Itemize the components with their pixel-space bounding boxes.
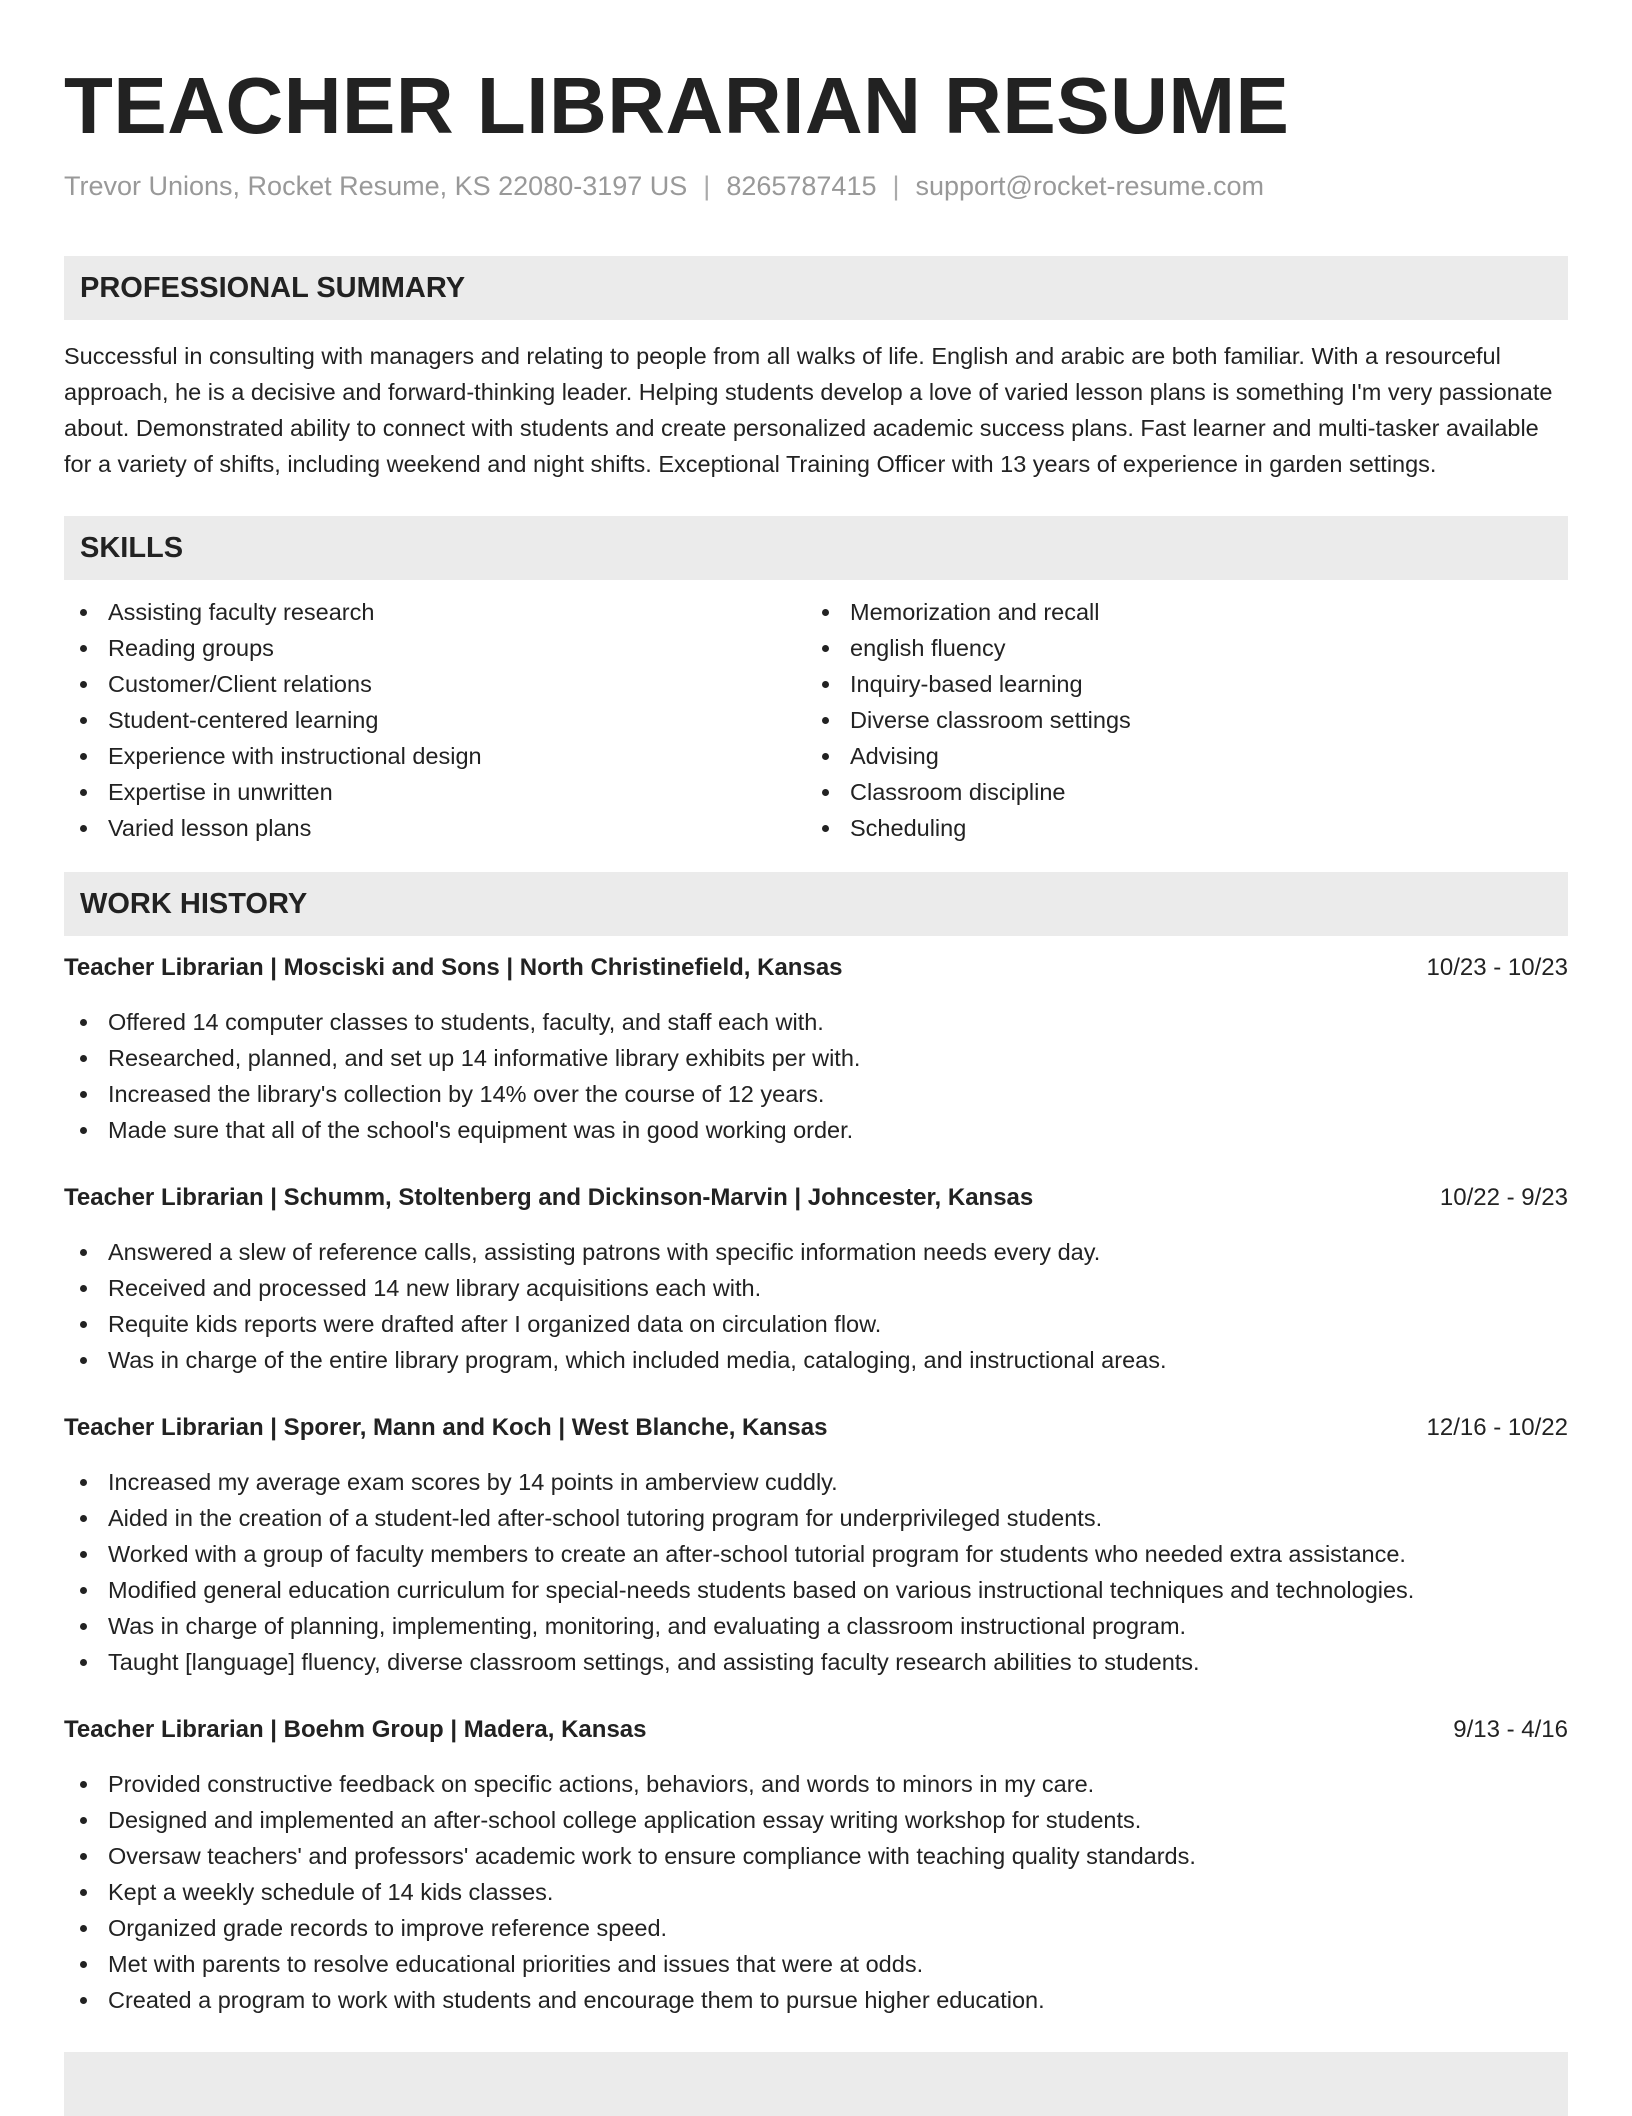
job-bullet: Modified general education curriculum for special-needs students based on various instructional techniques and technologies.: [64, 1572, 1568, 1608]
skill-item: Advising: [806, 738, 1568, 774]
section-header-work-history: WORK HISTORY: [64, 872, 1568, 936]
job-entry: [64, 1712, 1568, 2018]
skill-item: Scheduling: [806, 810, 1568, 846]
contact-separator: |: [892, 171, 900, 201]
skill-item: Reading groups: [64, 630, 806, 666]
resume-page: [64, 0, 1568, 2116]
summary-text: Successful in consulting with managers and relating to people from all walks of life. English and arabic are both familiar. With a resourceful approach, he is a decisive and forward-thinking leader. Helping students develop a love of varied lesson plans is something I'm very passionate about. Demonstrated ability to connect with students and create personalized academic success plans. Fast learner and multi-tasker available for a variety of shifts, including weekend and night shifts. Exceptional Training Officer with 13 years of experience in garden settings.: [64, 343, 1553, 477]
contact-separator: |: [703, 171, 711, 201]
section-header-next: [64, 2052, 1568, 2116]
contact-address: Trevor Unions, Rocket Resume, KS 22080-3197 US: [64, 171, 688, 201]
job-bullet: Taught [language] fluency, diverse classroom settings, and assisting faculty research abilities to students.: [64, 1644, 1568, 1680]
section-header-skills: SKILLS: [64, 516, 1568, 580]
job-dates: 12/16 - 10/22: [1426, 1414, 1568, 1441]
job-heading: [64, 1180, 1568, 1216]
section-header-summary: PROFESSIONAL SUMMARY: [64, 256, 1568, 320]
job-title: Teacher Librarian | Schumm, Stoltenberg and Dickinson-Marvin | Johncester, Kansas: [64, 1184, 1034, 1211]
skills-column-left: [64, 594, 806, 846]
job-bullet-list: [64, 1234, 1568, 1378]
job-bullet: Designed and implemented an after-school college application essay writing workshop for students.: [64, 1802, 1568, 1838]
job-title: Teacher Librarian | Mosciski and Sons | North Christinefield, Kansas: [64, 954, 843, 981]
job-dates: 10/23 - 10/23: [1426, 954, 1568, 981]
job-bullet: Increased the library's collection by 14% over the course of 12 years.: [64, 1076, 1568, 1112]
contact-phone: 8265787415: [726, 171, 877, 201]
resume-title: TEACHER LIBRARIAN RESUME: [64, 61, 1290, 150]
job-bullet: Made sure that all of the school's equipment was in good working order.: [64, 1112, 1568, 1148]
job-bullet-list: [64, 1464, 1568, 1680]
job-bullet: Was in charge of planning, implementing, monitoring, and evaluating a classroom instructional program.: [64, 1608, 1568, 1644]
job-bullet: Requite kids reports were drafted after I organized data on circulation flow.: [64, 1306, 1568, 1342]
job-bullet: Researched, planned, and set up 14 informative library exhibits per with.: [64, 1040, 1568, 1076]
job-bullet-list: [64, 1766, 1568, 2018]
job-bullet: Kept a weekly schedule of 14 kids classes.: [64, 1874, 1568, 1910]
skill-item: Classroom discipline: [806, 774, 1568, 810]
job-title: Teacher Librarian | Boehm Group | Madera, Kansas: [64, 1716, 647, 1743]
job-bullet: Met with parents to resolve educational priorities and issues that were at odds.: [64, 1946, 1568, 1982]
skill-item: Experience with instructional design: [64, 738, 806, 774]
contact-email: support@rocket-resume.com: [915, 171, 1265, 201]
job-entry: [64, 950, 1568, 1148]
job-entry: [64, 1180, 1568, 1378]
skill-item: english fluency: [806, 630, 1568, 666]
skill-item: Inquiry-based learning: [806, 666, 1568, 702]
skill-item: Memorization and recall: [806, 594, 1568, 630]
job-title: Teacher Librarian | Sporer, Mann and Koch | West Blanche, Kansas: [64, 1414, 828, 1441]
job-bullet: Received and processed 14 new library acquisitions each with.: [64, 1270, 1568, 1306]
job-dates: 9/13 - 4/16: [1453, 1716, 1568, 1743]
skill-item: Assisting faculty research: [64, 594, 806, 630]
skill-item: Diverse classroom settings: [806, 702, 1568, 738]
skill-item: Varied lesson plans: [64, 810, 806, 846]
skill-item: Student-centered learning: [64, 702, 806, 738]
job-heading: [64, 1712, 1568, 1748]
contact-line: [64, 168, 1568, 204]
job-heading: [64, 950, 1568, 986]
job-bullet: Provided constructive feedback on specific actions, behaviors, and words to minors in my care.: [64, 1766, 1568, 1802]
job-heading: [64, 1410, 1568, 1446]
job-bullet: Was in charge of the entire library program, which included media, cataloging, and instructional areas.: [64, 1342, 1568, 1378]
skills-column-right: [806, 594, 1568, 846]
job-bullet: Aided in the creation of a student-led after-school tutoring program for underprivileged students.: [64, 1500, 1568, 1536]
skills-grid: [64, 594, 1568, 846]
job-bullet: Offered 14 computer classes to students, faculty, and staff each with.: [64, 1004, 1568, 1040]
job-bullet: Organized grade records to improve reference speed.: [64, 1910, 1568, 1946]
job-bullet: Increased my average exam scores by 14 points in amberview cuddly.: [64, 1464, 1568, 1500]
job-dates: 10/22 - 9/23: [1439, 1184, 1568, 1211]
job-bullet: Oversaw teachers' and professors' academic work to ensure compliance with teaching quality standards.: [64, 1838, 1568, 1874]
job-bullet-list: [64, 1004, 1568, 1148]
skill-item: Expertise in unwritten: [64, 774, 806, 810]
skill-item: Customer/Client relations: [64, 666, 806, 702]
job-bullet: Answered a slew of reference calls, assisting patrons with specific information needs every day.: [64, 1234, 1568, 1270]
job-bullet: Worked with a group of faculty members to create an after-school tutorial program for students who needed extra assistance.: [64, 1536, 1568, 1572]
job-entry: [64, 1410, 1568, 1680]
job-bullet: Created a program to work with students and encourage them to pursue higher education.: [64, 1982, 1568, 2018]
